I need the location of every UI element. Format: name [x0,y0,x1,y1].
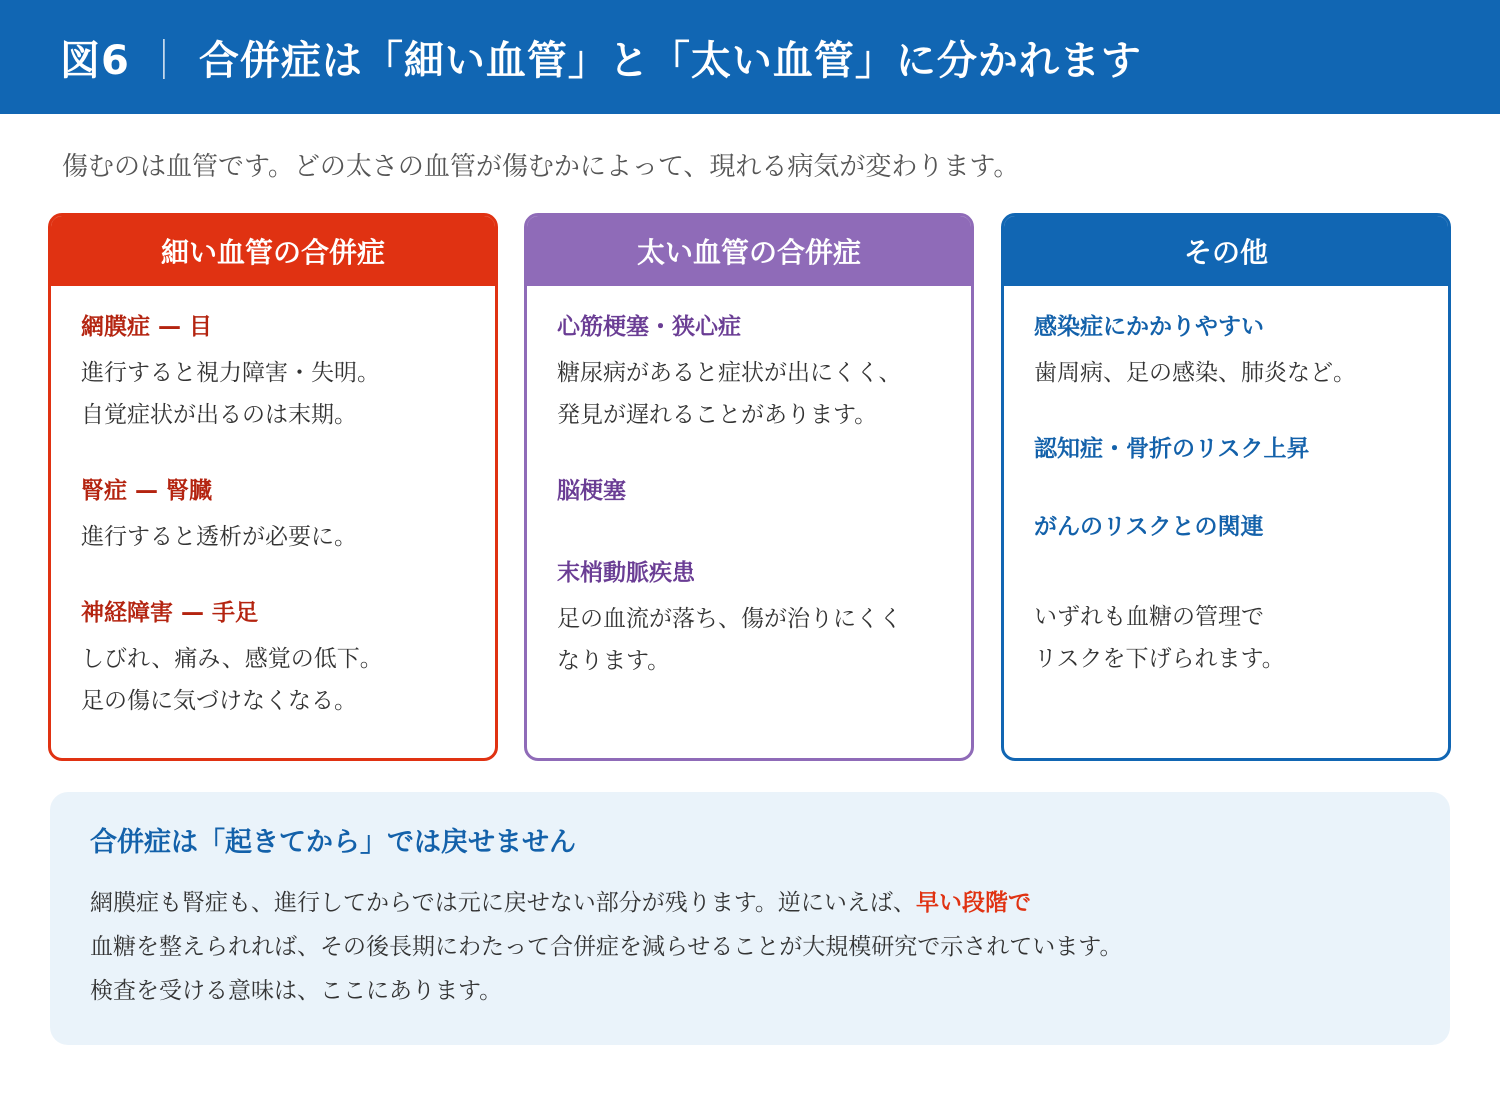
card-header: 細い血管の合併症 [51,216,495,286]
card-others [1001,213,1451,761]
item-text: リスクを下げられます。 [1034,646,1285,672]
item-text: 歯周病、足の感染、肺炎など。 [1034,360,1356,386]
item-title: 末梢動脈疾患 [557,560,695,586]
figure-number: 図6 [60,37,130,84]
list-item [81,598,467,722]
item-title: がんのリスクとの関連 [1034,514,1264,540]
title-separator: ｜ [143,37,185,84]
note-line [90,881,1410,925]
note-highlight: 早い段階で [915,890,1031,916]
list-item [557,558,943,682]
list-item [1034,434,1420,464]
page-title [60,29,1142,86]
card-body [527,286,971,682]
card-body [1004,286,1448,680]
list-item [1034,312,1420,394]
item-text: 糖尿病があると症状が出にくく、 [557,360,902,386]
item-title: 神経障害 — 手足 [81,600,259,626]
card-footer-text [1034,596,1420,680]
item-text: 進行すると視力障害・失明。 [81,360,380,386]
item-text: なります。 [557,648,671,674]
list-item [1034,512,1420,542]
subtitle: 傷むのは血管です。どの太さの血管が傷むかによって、現れる病気が変わります。 [62,152,1020,182]
item-text: 進行すると透析が必要に。 [81,524,357,550]
note-line: 検査を受ける意味は、ここにあります。 [90,978,503,1004]
item-title: 認知症・骨折のリスク上昇 [1034,436,1310,462]
item-text: 自覚症状が出るのは末期。 [81,402,357,428]
list-item [557,312,943,436]
note-text: 網膜症も腎症も、進行してからでは元に戻せない部分が残ります。逆にいえば、 [90,890,916,916]
note-title: 合併症は「起きてから」では戻せません [90,827,576,858]
item-text: しびれ、痛み、感覚の低下。 [81,646,383,672]
note-line: 血糖を整えられれば、その後長期にわたって合併症を減らせることが大規模研究で示されています。 [90,934,1123,960]
item-title: 感染症にかかりやすい [1034,314,1264,340]
item-title: 腎症 — 腎臓 [81,478,213,504]
header-bar [0,0,1500,114]
card-header: その他 [1004,216,1448,286]
item-title: 網膜症 — 目 [81,314,213,340]
card-large-vessels [524,213,974,761]
note-box [50,792,1450,1045]
list-item [557,476,943,506]
item-text: 足の血流が落ち、傷が治りにくく [557,606,902,632]
list-item [81,312,467,436]
item-text: 足の傷に気づけなくなる。 [81,688,357,714]
card-header: 太い血管の合併症 [527,216,971,286]
card-body [51,286,495,722]
item-text: いずれも血糖の管理で [1034,604,1264,630]
item-title: 心筋梗塞・狭心症 [557,314,741,340]
list-item [81,476,467,558]
card-small-vessels [48,213,498,761]
item-text: 発見が遅れることがあります。 [557,402,878,428]
title-text: 合併症は「細い血管」と「太い血管」に分かれます [198,37,1142,84]
item-title: 脳梗塞 [557,478,626,504]
